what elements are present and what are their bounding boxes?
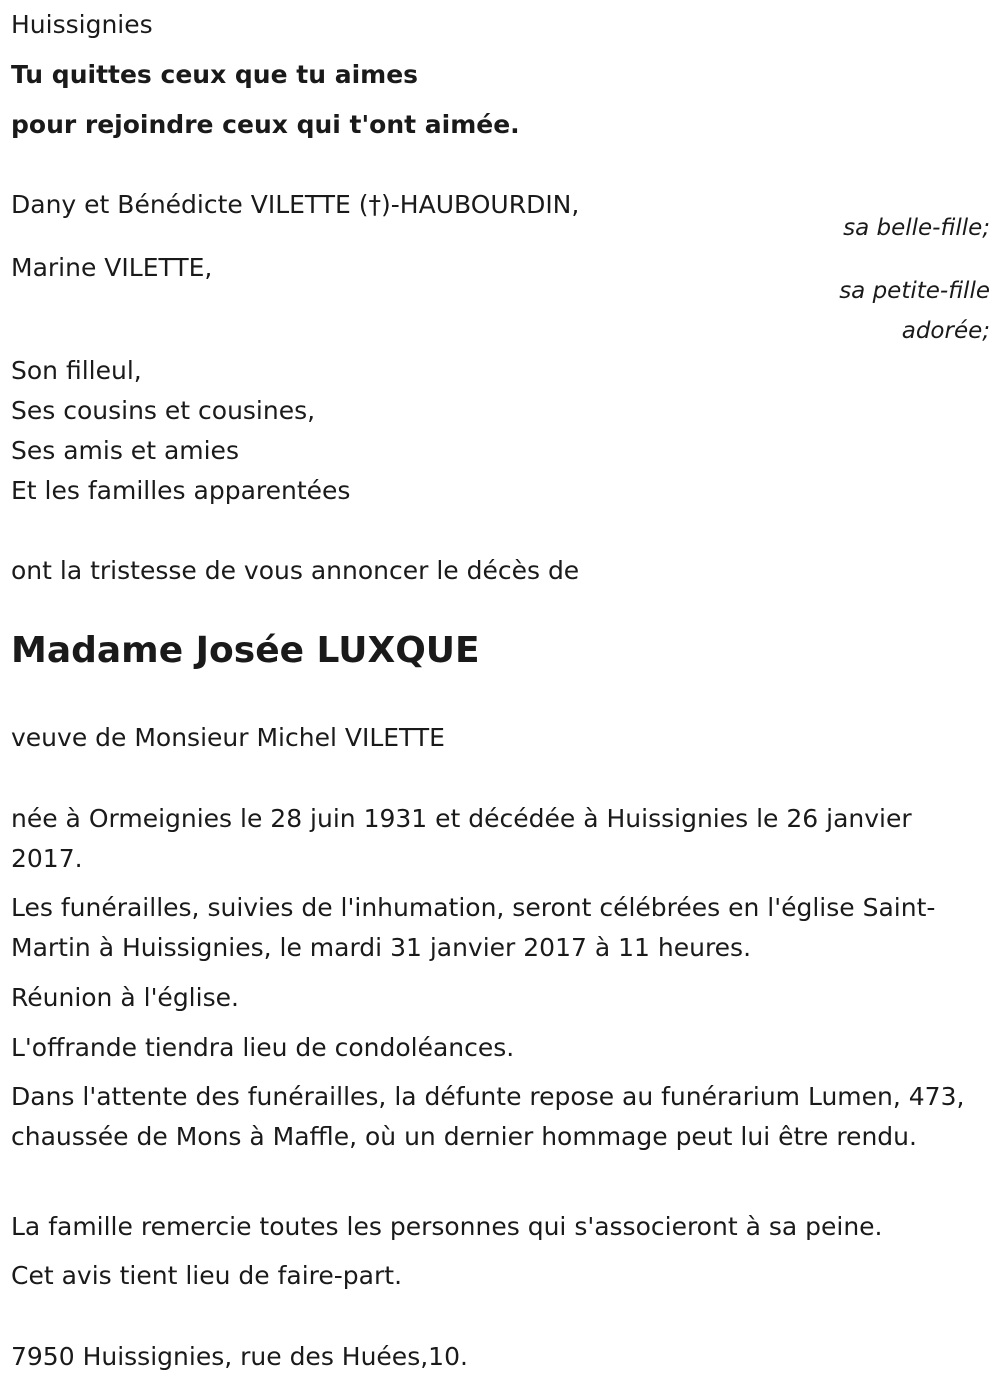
quote-line-2: pour rejoindre ceux qui t'ont aimée. [11,110,520,139]
offering-paragraph: L'offrande tiendra lieu de condoléances. [11,1033,515,1062]
funerarium-paragraph: Dans l'attente des funérailles, la défunte repose au funérarium Lumen, 473, chaussée de Mons à Maffle, où un dernier hommage peut lui être rendu. [11,1082,965,1151]
widow-of: veuve de Monsieur Michel VILETTE [11,723,445,752]
location: Huissignies [11,10,153,39]
deceased-name: Madame Josée LUXQUE [11,630,480,671]
family-member-relation: sa belle-fille; [843,215,990,241]
birth-death-paragraph: née à Ormeignies le 28 juin 1931 et décédée à Huissignies le 26 janvier 2017. [11,804,912,873]
thanks-paragraph: La famille remercie toutes les personnes qui s'associeront à sa peine. [11,1212,883,1241]
meeting-paragraph: Réunion à l'église. [11,983,239,1012]
quote-line-1: Tu quittes ceux que tu aimes [11,60,419,89]
family-member-name: Dany et Bénédicte VILETTE (†)-HAUBOURDIN, [11,190,580,219]
other-relative: Son filleul, [11,356,142,385]
address: 7950 Huissignies, rue des Huées,10. [11,1342,468,1371]
family-member-relation: adorée; [901,318,990,344]
family-member-relation: sa petite-fille [839,278,990,304]
announcement: ont la tristesse de vous annoncer le décès de [11,556,580,585]
other-relative: Et les familles apparentées [11,476,351,505]
family-member-name: Marine VILETTE, [11,253,213,282]
other-relative: Ses cousins et cousines, [11,396,316,425]
notice-paragraph: Cet avis tient lieu de faire-part. [11,1261,403,1290]
funeral-paragraph: Les funérailles, suivies de l'inhumation, seront célébrées en l'église Saint-Martin à Huissignies, le mardi 31 janvier 2017 à 11 heures. [11,893,936,962]
other-relative: Ses amis et amies [11,436,239,465]
